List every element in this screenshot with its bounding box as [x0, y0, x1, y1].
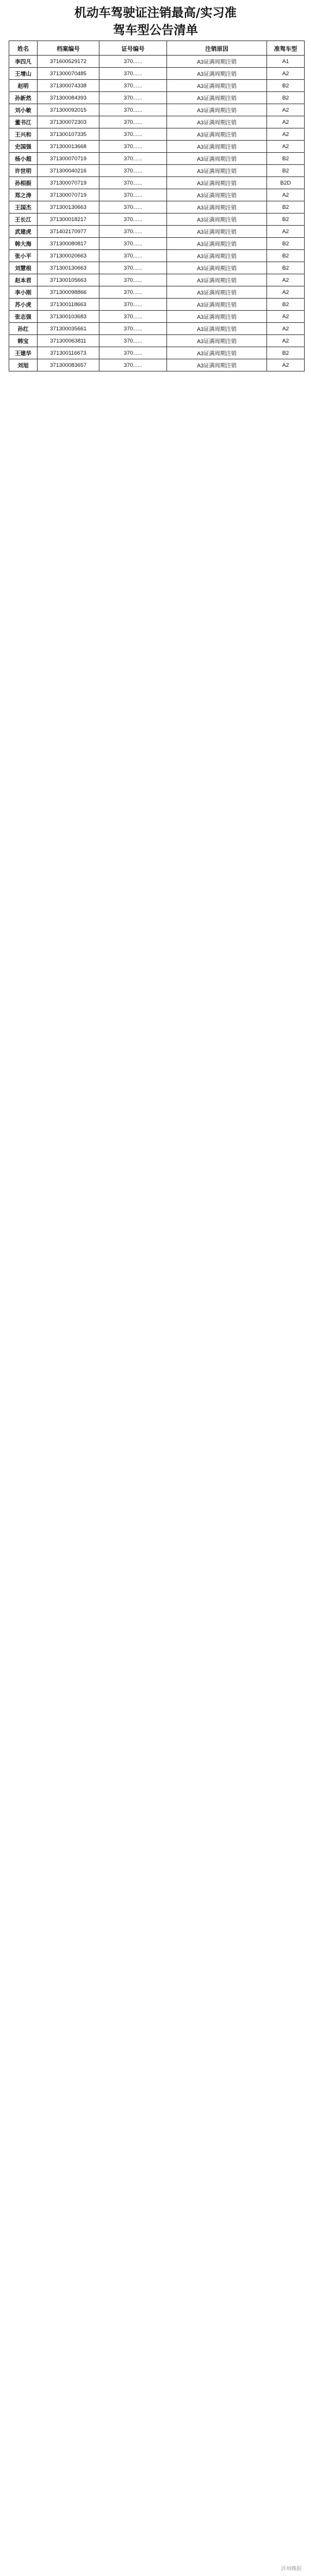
- vehicle-class-cell: B2: [267, 238, 305, 250]
- vehicle-class-cell: B2: [267, 250, 305, 262]
- vehicle-class-cell: A2: [267, 68, 305, 80]
- cancel-reason-cell: A3证满周期注销: [167, 92, 267, 104]
- cancel-reason-cell: A3证满周期注销: [167, 262, 267, 274]
- name-cell: 王国杰: [9, 201, 38, 214]
- cancel-reason-cell: A3证满周期注销: [167, 128, 267, 141]
- cancel-reason-cell: A3证满周期注销: [167, 311, 267, 323]
- header-certificate-number: 证号编号: [99, 41, 167, 56]
- name-cell: 韩宝: [9, 335, 38, 347]
- cancel-reason-cell: A3证满周期注销: [167, 153, 267, 165]
- file-number-cell: 371300074338: [38, 80, 99, 92]
- vehicle-class-cell: A2: [267, 286, 305, 299]
- table-row: [9, 141, 305, 153]
- cancel-reason-cell: A3证满周期注销: [167, 347, 267, 359]
- vehicle-class-cell: B2: [267, 201, 305, 214]
- certificate-number-cell: 370......: [99, 226, 167, 238]
- file-number-cell: 371300083657: [38, 359, 99, 371]
- name-cell: 杨小超: [9, 153, 38, 165]
- cancel-reason-cell: A3证满周期注销: [167, 68, 267, 80]
- vehicle-class-cell: B2: [267, 347, 305, 359]
- cancel-reason-cell: A3证满周期注销: [167, 335, 267, 347]
- header-vehicle-class: 准驾车型: [267, 41, 305, 56]
- name-cell: 董书江: [9, 116, 38, 128]
- name-cell: 王建华: [9, 347, 38, 359]
- file-number-cell: 371300084393: [38, 92, 99, 104]
- file-number-cell: 371300013668: [38, 141, 99, 153]
- header-name: 姓名: [9, 41, 38, 56]
- cancel-reason-cell: A3证满周期注销: [167, 80, 267, 92]
- file-number-cell: 371402170977: [38, 226, 99, 238]
- cancel-reason-cell: A3证满周期注销: [167, 177, 267, 189]
- file-number-cell: 371300072303: [38, 116, 99, 128]
- table-row: [9, 153, 305, 165]
- vehicle-class-cell: A2: [267, 226, 305, 238]
- file-number-cell: 371300070719: [38, 153, 99, 165]
- table-row: [9, 274, 305, 286]
- table-row: [9, 68, 305, 80]
- table-row: [9, 226, 305, 238]
- file-number-cell: 371300116673: [38, 347, 99, 359]
- vehicle-class-cell: B2: [267, 299, 305, 311]
- table-row: [9, 177, 305, 189]
- name-cell: 张志强: [9, 311, 38, 323]
- vehicle-class-cell: A2: [267, 274, 305, 286]
- name-cell: 王增山: [9, 68, 38, 80]
- cancel-reason-cell: A3证满周期注销: [167, 116, 267, 128]
- file-number-cell: 371300070719: [38, 189, 99, 201]
- certificate-number-cell: 370......: [99, 347, 167, 359]
- name-cell: 武建虎: [9, 226, 38, 238]
- file-number-cell: 371300040216: [38, 165, 99, 177]
- file-number-cell: 371600529172: [38, 56, 99, 68]
- certificate-number-cell: 370......: [99, 238, 167, 250]
- file-number-cell: 371300063811: [38, 335, 99, 347]
- cancel-reason-cell: A3证满周期注销: [167, 286, 267, 299]
- file-number-cell: 371300070719: [38, 177, 99, 189]
- file-number-cell: 371300080817: [38, 238, 99, 250]
- certificate-number-cell: 370......: [99, 201, 167, 214]
- certificate-number-cell: 370......: [99, 80, 167, 92]
- certificate-number-cell: 370......: [99, 141, 167, 153]
- table-header-row: [9, 41, 305, 56]
- certificate-number-cell: 370......: [99, 359, 167, 371]
- name-cell: 苏小虎: [9, 299, 38, 311]
- name-cell: 张小平: [9, 250, 38, 262]
- certificate-number-cell: 370......: [99, 128, 167, 141]
- cancel-reason-cell: A3证满周期注销: [167, 323, 267, 335]
- document-title-line1: 机动车驾驶证注销最高/实习准: [74, 5, 237, 20]
- certificate-number-cell: 370......: [99, 335, 167, 347]
- cancel-reason-cell: A3证满周期注销: [167, 214, 267, 226]
- name-cell: 李四凡: [9, 56, 38, 68]
- name-cell: 许世明: [9, 165, 38, 177]
- table-row: [9, 299, 305, 311]
- table-row: [9, 92, 305, 104]
- document-title-line2: 驾车型公告清单: [113, 23, 198, 37]
- file-number-cell: 371300118663: [38, 299, 99, 311]
- cancellation-table: [9, 41, 305, 371]
- name-cell: 王长江: [9, 214, 38, 226]
- certificate-number-cell: 370......: [99, 177, 167, 189]
- vehicle-class-cell: A2: [267, 335, 305, 347]
- table-row: [9, 116, 305, 128]
- file-number-cell: 371300020663: [38, 250, 99, 262]
- cancel-reason-cell: A3证满周期注销: [167, 56, 267, 68]
- table-row: [9, 80, 305, 92]
- certificate-number-cell: 370......: [99, 311, 167, 323]
- name-cell: 孙相振: [9, 177, 38, 189]
- certificate-number-cell: 370......: [99, 56, 167, 68]
- cancel-reason-cell: A3证满周期注销: [167, 141, 267, 153]
- name-cell: 赵明: [9, 80, 38, 92]
- table-row: [9, 214, 305, 226]
- table-row: [9, 238, 305, 250]
- certificate-number-cell: 370......: [99, 153, 167, 165]
- table-row: [9, 56, 305, 68]
- file-number-cell: 371300103683: [38, 311, 99, 323]
- name-cell: 韩大海: [9, 238, 38, 250]
- certificate-number-cell: 370......: [99, 165, 167, 177]
- certificate-number-cell: 370......: [99, 104, 167, 116]
- certificate-number-cell: 370......: [99, 286, 167, 299]
- file-number-cell: 371300092015: [38, 104, 99, 116]
- vehicle-class-cell: B2: [267, 262, 305, 274]
- table-row: [9, 359, 305, 371]
- cancel-reason-cell: A3证满周期注销: [167, 189, 267, 201]
- name-cell: 李小刚: [9, 286, 38, 299]
- vehicle-class-cell: B2: [267, 92, 305, 104]
- vehicle-class-cell: A2: [267, 116, 305, 128]
- table-row: [9, 201, 305, 214]
- name-cell: 孙新然: [9, 92, 38, 104]
- name-cell: 史国强: [9, 141, 38, 153]
- vehicle-class-cell: B2: [267, 214, 305, 226]
- table-row: [9, 165, 305, 177]
- cancel-reason-cell: A3证满周期注销: [167, 250, 267, 262]
- table-row: [9, 128, 305, 141]
- cancel-reason-cell: A3证满周期注销: [167, 238, 267, 250]
- vehicle-class-cell: A2: [267, 128, 305, 141]
- vehicle-class-cell: B2: [267, 165, 305, 177]
- name-cell: 王兴和: [9, 128, 38, 141]
- vehicle-class-cell: B2: [267, 153, 305, 165]
- certificate-number-cell: 370......: [99, 92, 167, 104]
- vehicle-class-cell: A2: [267, 323, 305, 335]
- vehicle-class-cell: A2: [267, 189, 305, 201]
- cancel-reason-cell: A3证满周期注销: [167, 104, 267, 116]
- name-cell: 孙红: [9, 323, 38, 335]
- header-cancel-reason: 注销原因: [167, 41, 267, 56]
- certificate-number-cell: 370......: [99, 323, 167, 335]
- certificate-number-cell: 370......: [99, 299, 167, 311]
- vehicle-class-cell: A2: [267, 311, 305, 323]
- name-cell: 刘小敏: [9, 104, 38, 116]
- certificate-number-cell: 370......: [99, 189, 167, 201]
- file-number-cell: 371300107335: [38, 128, 99, 141]
- table-row: [9, 250, 305, 262]
- vehicle-class-cell: B2: [267, 80, 305, 92]
- watermark-text: 沂州晚报: [280, 2566, 302, 2571]
- cancel-reason-cell: A3证满周期注销: [167, 201, 267, 214]
- vehicle-class-cell: A2: [267, 359, 305, 371]
- cancel-reason-cell: A3证满周期注销: [167, 274, 267, 286]
- file-number-cell: 371300018217: [38, 214, 99, 226]
- table-row: [9, 323, 305, 335]
- file-number-cell: 371300130663: [38, 262, 99, 274]
- file-number-cell: 371300035661: [38, 323, 99, 335]
- file-number-cell: 371300105663: [38, 274, 99, 286]
- certificate-number-cell: 370......: [99, 262, 167, 274]
- cancel-reason-cell: A3证满周期注销: [167, 165, 267, 177]
- header-file-number: 档案编号: [38, 41, 99, 56]
- vehicle-class-cell: A2: [267, 141, 305, 153]
- vehicle-class-cell: A2: [267, 104, 305, 116]
- table-row: [9, 286, 305, 299]
- name-cell: 郑之涛: [9, 189, 38, 201]
- table-row: [9, 262, 305, 274]
- name-cell: 赵本君: [9, 274, 38, 286]
- name-cell: 刘旭: [9, 359, 38, 371]
- name-cell: 刘慧根: [9, 262, 38, 274]
- certificate-number-cell: 370......: [99, 250, 167, 262]
- table-row: [9, 104, 305, 116]
- vehicle-class-cell: B2D: [267, 177, 305, 189]
- vehicle-class-cell: A1: [267, 56, 305, 68]
- cancel-reason-cell: A3证满周期注销: [167, 226, 267, 238]
- table-row: [9, 335, 305, 347]
- file-number-cell: 371300098866: [38, 286, 99, 299]
- table-row: [9, 347, 305, 359]
- cancel-reason-cell: A3证满周期注销: [167, 359, 267, 371]
- table-row: [9, 189, 305, 201]
- file-number-cell: 371300130663: [38, 201, 99, 214]
- certificate-number-cell: 370......: [99, 116, 167, 128]
- certificate-number-cell: 370......: [99, 68, 167, 80]
- certificate-number-cell: 370......: [99, 274, 167, 286]
- table-row: [9, 311, 305, 323]
- cancel-reason-cell: A3证满周期注销: [167, 299, 267, 311]
- certificate-number-cell: 370......: [99, 214, 167, 226]
- file-number-cell: 371300070485: [38, 68, 99, 80]
